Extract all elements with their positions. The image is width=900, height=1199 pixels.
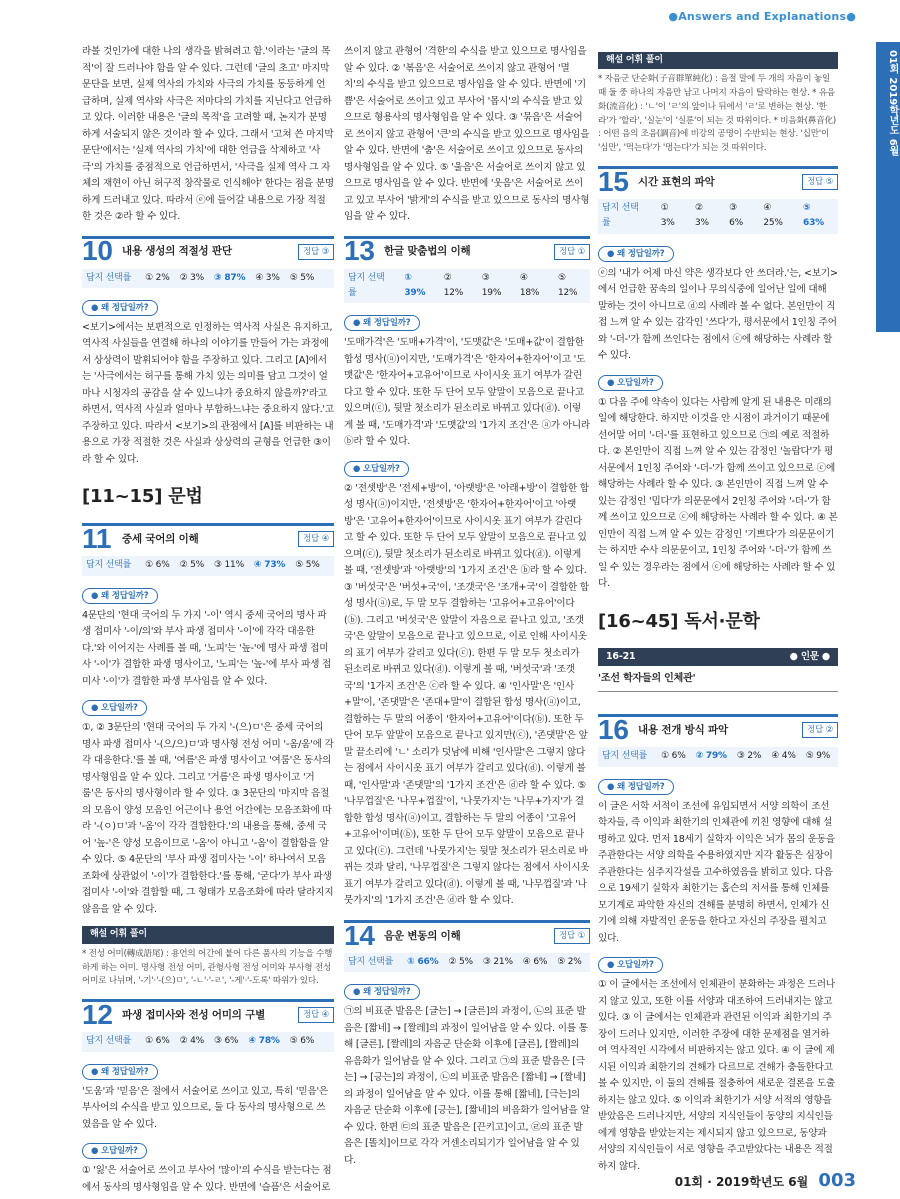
question-title: 시간 표현의 파악	[638, 175, 715, 188]
question-title: 내용 생성의 적절성 판단	[122, 245, 232, 258]
footer-label: 01회 · 2019학년도 6월	[674, 1175, 809, 1189]
passage-bar	[598, 648, 838, 666]
why-correct-badge: ● 왜 정답일까?	[598, 246, 674, 262]
question-number: 10	[82, 235, 113, 267]
q15-explanation: ⓔ의 '내가 어제 마신 약은 생각보다 안 쓰더라.'는, <보기>에서 언급한 꿈속의 일이나 무의식중에 일어난 일에 대해 말하는 것이 아니므로 ⓓ의 사례라 볼 수 없다. 본인만이 직접 느껴 알 수 있는 감각인 '쓰다'가, 평서문에서 1인칭 주어와 '-더-'가 함께 쓰인다는 점에서 ⓒ에 해당하는 사례라 할 수 있다.	[598, 267, 838, 362]
q15-wrong-explanation: ① 다음 주에 약속이 있다는 사람께 알게 된 내용은 미래의 일에 해당한다. 하지만 이것을 안 시점이 과거이기 때문에 선어말 어미 '-더-'를 표현하고 있으므로 ㉠의 예로 적절하다. ② 본인만이 직접 느껴 알 수 있는 감정인 '놀랍다'가 평서문에서 1인칭 주어와 '-더-'가 함께 쓰이고 있으므로 ⓒ에 해당하는 사례라 할 수 있다. ③ 본인만이 직접 느껴 알 수 있는 감정인 '밉다'가 의문문에서 2인칭 주어와 '-더-'가 함께 쓰이고 있으므로 ⓒ에 해당하는 사례라 할 수 있다. ④ 본인만이 직접 느껴 알 수 있는 감정인 '기쁘다'가 의문문이기는 하지만 수사 의문문이고, 1인칭 주어와 '-더-'가 함께 쓰일 수 있는 경우라는 점에서 ⓒ에 해당하는 사례라 할 수 있다.	[598, 396, 838, 590]
q13-wrong-explanation: ② '전셋방'은 '전세+방'이, '아랫방'은 '아래+방'이 결합한 합성 명사(ⓐ)이지만, '전셋방'은 '한자어+한자어'이고 '아랫방'은 '고유어+한자어'이므로 사이시옷 표기 여부가 갈린다고 할 수 있다. 또한 두 단어 모두 앞말이 모음으로 끝나고 있으며(ⓒ), 뒷말 첫소리가 된소리로 바뀌고 있다(ⓓ). 이렇게 볼 때, '전셋방'과 '아랫방'의 '1가지 조건'은 ⓑ라 할 수 있다. ③ '버섯국'은 '버섯+국'이, '조갯국'은 '조개+국'이 결합한 합성 명사(ⓐ)로, 두 말 모두 결합하는 '고유어+고유어'이다(ⓑ). 그리고 '버섯국'은 앞말이 자음으로 끝나고 있고, '조갯국'은 앞말이 모음으로 끝나고 있으므로, 이로 인해 사이시옷의 표기 여부가 갈리고 있다(ⓒ). 한편 두 말 모두 첫소리가 된소리로 바뀌고 있다(ⓓ). 이렇게 볼 때, '버섯국'과 '조갯국'의 '1가지 조건'은 ⓒ라 할 수 있다. ④ '인사말'은 '인사+말'이, '존댓말'은 '존대+말'이 결합된 합성 명사(ⓐ)이고, 결합하는 두 말의 어종이 '한자어+고유어'이다(ⓑ). 또한 두 단어 모두 앞말이 모음으로 끝나고 있지만(ⓒ), '존댓말'은 앞말 끝소리에 'ㄴ' 소리가 덧남에 비해 '인사말'은 그렇지 않다는 점에서 사이시옷 표기 여부가 갈리고 있다(ⓓ). 이렇게 볼 때, '인사말'과 '존댓말'의 '1가지 조건'은 ⓓ라 할 수 있다. ⑤ '나무껍질'은 '나무+껍질'이, '나뭇가지'는 '나무+가지'가 결합한 합성 명사(ⓐ)이고, 결합하는 두 말의 어종이 '고유어+고유어'이며(ⓑ), 또한 두 단어 모두 앞말이 모음으로 끝나고 있다(ⓒ). 그런데 '나뭇가지'는 뒷말 첫소리가 된소리로 바뀌는 것과 달리, '나무껍질'은 그렇지 않다는 점에서 사이시옷 표기 여부가 갈리고 있다(ⓓ). 이렇게 볼 때, '나무껍질'과 '나뭇가지'의 '1가지 조건'은 ⓓ라 할 수 있다.	[344, 482, 590, 907]
rate-correct: ② 79%	[695, 751, 727, 762]
rates-label: 답지 선택률	[602, 751, 648, 762]
rate: ② 5%	[448, 956, 473, 967]
passage-title: '조선 학자들의 인체관'	[598, 666, 838, 692]
question-number: 14	[344, 919, 375, 951]
question-15	[598, 166, 838, 234]
rate: ④ 18%	[519, 272, 540, 298]
q12-wrong-explanation: ① '잃'은 서술어로 쓰이고 부사어 '많이'의 수식을 받는다는 점에서 동사의 명사형임을 알 수 있다. 반면에 '슬픔'은 서술어로	[82, 1165, 332, 1193]
rate: ② 3%	[179, 272, 204, 283]
rates-label: 답지 선택률	[86, 560, 132, 571]
rate: ④ 25%	[763, 202, 783, 229]
rate: ⑤ 5%	[289, 272, 315, 283]
q13-explanation: '도매가격'은 '도매+가격'이, '도맷값'은 '도매+값'이 결합한 합성 명사(ⓐ)이지만, '도매가격'은 '한자어+한자어'이고 '도맷값'은 '한자어+고유어'이므로 사이시옷 표기 여부가 갈린다고 할 수 있다. 또한 두 단어 모두 앞말이 모음으로 끝나고 있으며(ⓒ), 뒷말 첫소리가 된소리로 바뀌고 있다(ⓓ). 이렇게 볼 때, '도매가격'과 '도맷값'의 '1가지 조건'은 ⓐ가 아니라 ⓑ라 할 수 있다.	[344, 337, 590, 448]
rate: ⑤ 9%	[805, 751, 831, 762]
selection-rates	[598, 747, 838, 766]
q12-explanation: '도움'과 '믿음'은 절에서 서술어로 쓰이고 있고, 특히 '믿음'은 부사어의 수식을 받고 있으므로, 둘 다 동사의 명사형으로 쓰였음을 알 수 있다.	[82, 1085, 328, 1130]
rate-correct: ④ 78%	[248, 1036, 280, 1047]
rate-correct: ① 39%	[404, 272, 426, 298]
q10-explanation: <보기>에서는 보편적으로 인정하는 역사적 사실은 유지하고, 역사적 사실들을 연결해 하나의 이야기를 만들어 가는 과정에서 상상력이 발휘되어야 함을 주장하고 있다. 그리고 [A]에서는 '사극에서는 허구를 통해 가치 있는 의미를 담고 그것이 얼마나 시청자의 공감을 살 수 있느냐가 중요하지 않을까?'라고 하면서, 역사적 사실과 얼마나 부합하느냐는 중요하지 않다.'고 주장하고 있다. 따라서 <보기>의 관점에서 [A]를 비판하는 내용으로 가장 적절한 것은 사실과 상상력의 균형을 언급한 ③이라 할 수 있다.	[82, 321, 334, 465]
why-wrong-badge: ● 오답일까?	[82, 1143, 147, 1159]
answer-badge: 정답 ④	[298, 1007, 334, 1023]
rate: ③ 2%	[736, 751, 762, 762]
question-title: 파생 접미사와 전성 어미의 구별	[122, 1009, 266, 1022]
rates-label: 답지 선택률	[348, 272, 385, 298]
answer-badge: 정답 ②	[802, 722, 838, 738]
why-wrong-badge: ● 오답일까?	[598, 957, 663, 973]
rate: ③ 19%	[481, 272, 502, 298]
answer-badge: 정답 ④	[298, 531, 334, 547]
question-number: 12	[82, 999, 113, 1031]
why-wrong-badge: ● 오답일까?	[598, 375, 663, 391]
question-number: 16	[598, 714, 629, 746]
question-title: 중세 국어의 이해	[122, 533, 199, 546]
rate: ④ 6%	[522, 956, 548, 967]
vocab-entry: * 자음군 단순화(子音群單純化) : 음절 말에 두 개의 자음이 놓일 때 둘 중 하나의 자음만 남고 나머지 자음이 탈락하는 현상. * 유음화(流音化) : 'ㄴ'이 'ㄹ'의 앞이나 뒤에서 'ㄹ'로 변하는 현상. '한라'가 '할라', '실눈'이 '실룬'이 되는 것 따위이다. * 비음화(鼻音化) : 어떤 음의 조음(調音)에 비강의 공명이 수반되는 현상. '십만'이 '심만', '먹는다'가 '멍는다'가 되는 것 따위이다.	[598, 74, 837, 154]
rate: ② 4%	[179, 1036, 204, 1047]
vocab-heading: 해설 어휘 풀이	[598, 52, 838, 69]
rate: ⑤ 6%	[289, 1036, 315, 1047]
side-tab: 01회 2019학년도 6월	[876, 42, 900, 332]
question-16	[598, 714, 838, 766]
rate: ④ 3%	[255, 272, 280, 283]
selection-rates	[344, 269, 590, 304]
q16-wrong-explanation: ① 이 글에서는 조선에서 인체관이 분화하는 과정은 드러나지 않고 있고, 또한 이를 서양과 대조하여 드러내지는 않고 있다. ③ 이 글에서는 인체관과 관련된 이익과 최한기의 주장이 드러나 있지만, 이러한 주장에 대한 문제점을 열거하여 역사적인 시각에서 비판하지는 않고 있다. ④ 이 글에 제시된 이익과 최한기의 견해가 다르므로 견해가 충돌한다고 볼 수 있지만, 이 둘의 견해를 절충하여 새로운 결론을 도출하지는 않고 있다. ⑤ 이익과 최한기가 서양 서적의 영향을 받았음은 드러나지만, 서양의 지식인들이 동양의 지식인들에게 영향을 받았는지는 제시되지 않고 있으므로, 동양과 서양의 지식인들이 서로 영향을 주고받았다는 내용은 적절하지 않다.	[598, 979, 836, 1172]
rate-correct: ④ 73%	[253, 560, 286, 571]
page-number: 003	[818, 1170, 856, 1191]
question-number: 13	[344, 235, 375, 267]
section-heading: [16~45] 독서·문학	[598, 610, 760, 632]
selection-rates	[598, 199, 838, 234]
rate: ④ 4%	[771, 751, 796, 762]
why-correct-badge: ● 왜 정답일까?	[82, 300, 158, 316]
why-correct-badge: ● 왜 정답일까?	[82, 1064, 158, 1080]
rate: ① 6%	[145, 560, 170, 571]
question-number: 15	[598, 165, 629, 197]
question-title: 한글 맞춤법의 이해	[384, 245, 471, 258]
q11-explanation: 4문단의 '현대 국어의 두 가지 '-이' 역시 중세 국어의 명사 파생 접미사 '-이/의'와 부사 파생 접미사 '-이'에 각각 대응한다.'와 이어지는 사례를 볼 때, '노피'는 '높-'에 명사 파생 접미사 '-이'가 결합한 파생 명사이고, '노피'는 '높-'에 부사 파생 접미사 '-이'가 결합한 파생 부사임을 알 수 있다.	[82, 609, 332, 687]
q9-continuation: 라볼 것인가에 대한 나의 생각을 밝혀려고 함.'이라는 '글의 목적'이 잘 드러나야 함을 알 수 있다. 그런데 '글의 초고' 마지막 문단을 보면, 실제 역사의 가치와 사극의 가치를 동등하게 언급하며, 실제 역사와 사극은 저마다의 가치를 지닌다고 언급하고 있다. 이러한 내용은 '글의 목적'을 고려할 때, 논지가 분명하게 서술되지 않은 것이라 할 수 있다. 그래서 '고쳐 쓴 마지막 문단'에서는 '실제 역사의 가치'에 대한 언급을 삭제하고 '사극'의 가치를 중점적으로 언급하면서, '사극을 실제 역사 그 자체의 재현이 아닌 허구적 창작물로 인식해야' 한다는 점을 분명하게 드러내고 있다. 따라서 ⓔ에 들어갈 내용으로 가장 적절한 것은 ②라 할 수 있다.	[82, 46, 334, 222]
rate-correct: ⑤ 63%	[803, 202, 824, 229]
rate: ③ 6%	[213, 1036, 239, 1047]
rate: ② 3%	[694, 202, 709, 229]
answer-badge: 정답 ⑤	[802, 174, 838, 190]
column-1	[82, 44, 334, 1193]
q14-explanation: ㉠의 비표준 발음은 [글는] → [글른]의 과정이, ㉡의 표준 발음은 [짧네] → [짤레]의 과정이 일어남을 알 수 있다. 이를 통해 [글른], [짤레]의 자음군 단순화 이후에 [글른], [짤레]의 유음화가 일어남을 알 수 있다. 그리고 ㉠의 표준 발음은 [극는] → [긍는]의 과정이, ㉡의 비표준 발음은 [짧네] → [짤네]의 과정이 일어남을 알 수 있다. 이를 통해 [짧네], [극는]의 자음군 단순화 이후에 [긍는], [짧네]의 비음화가 일어남을 알 수 있다. 한편 ㉢의 표준 발음은 [끈키고]이고, ㉣의 표준 발음은 [똘치]이므로 각각 거센소리되기가 일어남을 알 수 있다.	[344, 1006, 590, 1166]
page-footer	[675, 1170, 856, 1191]
question-14	[344, 920, 590, 972]
passage-tag: ● 인문 ●	[789, 650, 830, 662]
rate: ③ 11%	[213, 560, 244, 571]
rate: ① 3%	[660, 202, 675, 229]
rate: ③ 21%	[482, 956, 513, 967]
rate: ③ 6%	[729, 202, 744, 229]
selection-rates	[82, 556, 334, 575]
column-2	[344, 44, 590, 1166]
question-11	[82, 523, 334, 575]
passage-range: 16-21	[606, 650, 636, 662]
q16-explanation: 이 글은 서학 서적이 조선에 유입되면서 서양 의학이 조선 학자들, 즉 이익과 최한기의 인체관에 끼친 영향에 대해 설명하고 있다. 먼저 18세기 실학자 이익은 뇌가 몸의 운동을 주관한다는 서양 의학을 수용하였지만 지각 활동은 심장이 주관한다는 심주지각설을 고수하였음을 밝히고 있다. 다음으로 19세기 실학자 최한기는 홉슨의 저서를 통해 인체를 모기계로 파악한 자신의 견해를 분명히 하면서, 인체가 신기에 의해 자발적인 운동을 한다고 자신의 주장을 펼치고 있다.	[598, 800, 835, 944]
rates-label: 답지 선택률	[348, 956, 394, 967]
rate: ① 6%	[145, 1036, 170, 1047]
why-correct-badge: ● 왜 정답일까?	[82, 588, 158, 604]
q11-wrong-explanation: ①, ② 3문단의 '현대 국어의 두 가지 '-(으)ㅁ'은 중세 국어의 명사 파생 접미사 '-(으/으)ㅁ'과 명사형 전성 어미 '-옴/움'에 각각 대응한다.'를 볼 때, '여름'은 파생 명사이고 '여룸'은 동사의 명사형임을 알 수 있다. 그리고 '거름'은 파생 명사이고 '거룸'은 동사의 명사형이라 할 수 있다. ③ 3문단의 '마지막 음절의 모음이 양성 모음인 어근이나 용언 어간에는 모음조화에 따라 '-(ㅇ)ㅁ'과 '-옴'이 각각 결합한다.'의 내용을 통해, 중세 국어 '높-'은 양성 모음이므로 '-옴'이 아니고 '-옴'이 결합함을 알 수 있다. ⑤ 4문단의 '부사 파생 접미사는 '-이' 하나여서 모음조화에 상관없이 '-이'가 결합한다.'를 통해, '굳다'가 부사 파생 접미사 '-이'와 결합할 때, 그 형태가 모음조화에 따라 달라지지 않음을 알 수 있다.	[82, 722, 334, 915]
answer-badge: 정답 ①	[554, 244, 590, 260]
rate: ② 5%	[179, 560, 204, 571]
question-10	[82, 236, 334, 288]
q12-continuation: 쓰이지 않고 관형어 '격한'의 수식을 받고 있으므로 명사임을 알 수 있다. ② '볶음'은 서술어로 쓰이지 않고 관형어 '멸치'의 수식을 받고 있으므로 명사임을 알 수 있다. 반면에 '기쁨'은 서술어로 쓰이고 있고 부사어 '몹시'의 수식을 받고 있으므로 형용사의 명사형임을 알 수 있다. ③ '묶음'은 서술어로 쓰이지 않고 관형어 '큰'의 수식을 받고 있으므로 명사임을 알 수 있다. 반면에 '춤'은 서술어로 쓰이고 있으므로 동사의 명사형임을 알 수 있다. ⑤ '울음'은 서술어로 쓰이지 않고 있으므로 명사임을 알 수 있다. 반면에 '웃음'은 서술어로 쓰이고 있고 부사어 '밝게'의 수식을 받고 있으므로 동사의 명사형임을 알 수 있다.	[344, 46, 590, 222]
why-correct-badge: ● 왜 정답일까?	[344, 984, 420, 1000]
rate: ⑤ 12%	[557, 272, 578, 298]
why-wrong-badge: ● 오답일까?	[82, 700, 147, 716]
rates-label: 답지 선택률	[86, 272, 132, 283]
question-title: 내용 전개 방식 파악	[638, 724, 728, 737]
why-correct-badge: ● 왜 정답일까?	[344, 315, 420, 331]
answer-badge: 정답 ③	[298, 244, 334, 260]
rate: ⑤ 5%	[295, 560, 320, 571]
selection-rates	[82, 269, 334, 288]
selection-rates	[82, 1032, 334, 1051]
why-correct-badge: ● 왜 정답일까?	[598, 779, 674, 795]
rate: ⑤ 2%	[557, 956, 582, 967]
column-3	[598, 44, 838, 1172]
vocab-entry: * 전성 어미(轉成語尾) : 용언의 어간에 붙어 다른 품사의 기능을 수행하게 하는 어미. 명사형 전성 어미, 관형사형 전성 어미와 부사형 전성 어미로 나뉘며, '-기'·'-(으)ㅁ', '-ㄴ'·'-ㄹ', '-게'·'-도록' 따위가 있다.	[82, 948, 333, 987]
selection-rates	[344, 953, 590, 972]
page-header: ●Answers and Explanations●	[668, 10, 856, 23]
answer-badge: 정답 ①	[554, 928, 590, 944]
rate: ① 2%	[145, 272, 170, 283]
question-13	[344, 236, 590, 304]
vocab-heading: 해설 어휘 풀이	[82, 926, 334, 943]
question-number: 11	[82, 523, 112, 555]
question-12	[82, 999, 334, 1051]
rate: ① 6%	[661, 751, 686, 762]
rates-label: 답지 선택률	[86, 1036, 132, 1047]
rate-correct: ① 66%	[407, 956, 439, 967]
rates-label: 답지 선택률	[602, 202, 639, 229]
rate: ② 12%	[443, 272, 464, 298]
section-heading: [11~15] 문법	[82, 486, 203, 508]
why-wrong-badge: ● 오답일까?	[344, 461, 409, 477]
rate-correct: ③ 87%	[213, 272, 246, 283]
question-title: 음운 변동의 이해	[384, 929, 461, 942]
